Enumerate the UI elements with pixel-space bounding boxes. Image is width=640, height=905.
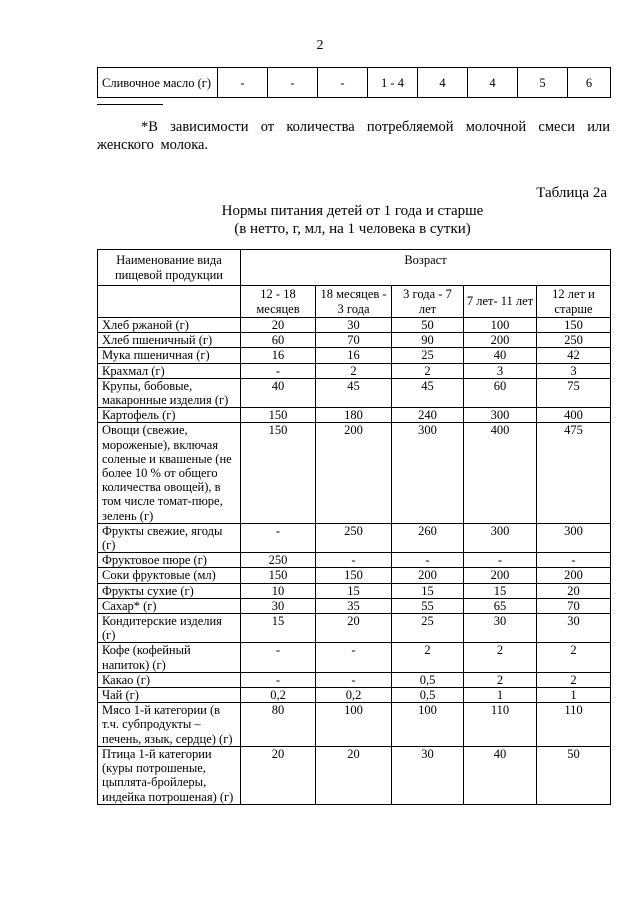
norm-value-cell: 2 xyxy=(392,363,464,378)
top-row-value: 5 xyxy=(518,68,568,98)
top-row-value: 4 xyxy=(418,68,468,98)
norm-value-cell: 300 xyxy=(464,523,537,552)
product-name-cell: Мука пшеничная (г) xyxy=(98,348,241,363)
norm-value-cell: - xyxy=(392,553,464,568)
norm-value-cell: 300 xyxy=(537,523,611,552)
age-group-header: 12 лет и старше xyxy=(537,286,611,318)
product-name-cell: Какао (г) xyxy=(98,672,241,687)
product-name-cell: Кондитерские изделия (г) xyxy=(98,614,241,643)
table-row xyxy=(98,688,611,703)
table-row xyxy=(98,333,611,348)
norm-value-cell: 20 xyxy=(316,614,392,643)
norm-value-cell: - xyxy=(316,672,392,687)
product-name-cell: Соки фруктовые (мл) xyxy=(98,568,241,583)
product-name-cell: Сахар* (г) xyxy=(98,598,241,613)
norm-value-cell: 150 xyxy=(537,318,611,333)
norm-value-cell: 180 xyxy=(316,408,392,423)
norm-value-cell: 70 xyxy=(316,333,392,348)
norm-value-cell: - xyxy=(241,363,316,378)
norm-value-cell: 35 xyxy=(316,598,392,613)
norm-value-cell: 3 xyxy=(464,363,537,378)
table-row xyxy=(98,363,611,378)
footnote: *В зависимости от количества потребляемой молочной смеси или женского молока. xyxy=(97,119,610,153)
norm-value-cell: 20 xyxy=(537,583,611,598)
table-label: Таблица 2а xyxy=(536,185,607,201)
norm-value-cell: 15 xyxy=(392,583,464,598)
norm-value-cell: 150 xyxy=(316,568,392,583)
norm-value-cell: 45 xyxy=(316,378,392,407)
norm-value-cell: 2 xyxy=(537,672,611,687)
top-row-value: 4 xyxy=(468,68,518,98)
norm-value-cell: 1 xyxy=(464,688,537,703)
table-row xyxy=(98,643,611,672)
table-row xyxy=(98,348,611,363)
table-caption-line-2: (в нетто, г, мл, на 1 человека в сутки) xyxy=(234,221,471,237)
norm-value-cell: 400 xyxy=(464,423,537,523)
norm-value-cell: 150 xyxy=(241,423,316,523)
norm-value-cell: 25 xyxy=(392,614,464,643)
norm-value-cell: 50 xyxy=(392,318,464,333)
norm-value-cell: 60 xyxy=(241,333,316,348)
norm-value-cell: 2 xyxy=(537,643,611,672)
norm-value-cell: 40 xyxy=(464,348,537,363)
table-row xyxy=(98,408,611,423)
norm-value-cell: 300 xyxy=(464,408,537,423)
norm-value-cell: 20 xyxy=(316,746,392,804)
norm-value-cell: 300 xyxy=(392,423,464,523)
norm-value-cell: 200 xyxy=(537,568,611,583)
norm-value-cell: 475 xyxy=(537,423,611,523)
norm-value-cell: 30 xyxy=(392,746,464,804)
top-row-value: - xyxy=(218,68,268,98)
norm-value-cell: - xyxy=(241,643,316,672)
norm-value-cell: 200 xyxy=(464,333,537,348)
product-name-cell: Мясо 1-й категории (в т.ч. субпродукты – печень, язык, сердце) (г) xyxy=(98,703,241,747)
norm-value-cell: 20 xyxy=(241,318,316,333)
norm-value-cell: 90 xyxy=(392,333,464,348)
table-row xyxy=(98,553,611,568)
norm-value-cell: 60 xyxy=(464,378,537,407)
footnote-divider xyxy=(97,104,163,105)
norm-value-cell: 100 xyxy=(392,703,464,747)
norm-value-cell: 100 xyxy=(464,318,537,333)
norm-value-cell: 110 xyxy=(464,703,537,747)
table-row xyxy=(98,568,611,583)
table-row xyxy=(98,583,611,598)
norm-value-cell: 65 xyxy=(464,598,537,613)
norm-value-cell: 55 xyxy=(392,598,464,613)
table-caption-line-1: Нормы питания детей от 1 года и старше xyxy=(221,203,484,219)
norm-value-cell: 15 xyxy=(464,583,537,598)
top-row-value: - xyxy=(318,68,368,98)
norm-value-cell: 150 xyxy=(241,408,316,423)
norm-value-cell: 2 xyxy=(464,672,537,687)
top-row-name: Сливочное масло (г) xyxy=(98,68,218,98)
table-row xyxy=(98,703,611,747)
product-name-cell: Фрукты свежие, ягоды (г) xyxy=(98,523,241,552)
table-row xyxy=(98,378,611,407)
norm-value-cell: 15 xyxy=(241,614,316,643)
top-row-value: 6 xyxy=(568,68,611,98)
product-name-cell: Хлеб ржаной (г) xyxy=(98,318,241,333)
product-name-cell: Хлеб пшеничный (г) xyxy=(98,333,241,348)
norm-value-cell: 200 xyxy=(464,568,537,583)
norm-value-cell: 1 xyxy=(537,688,611,703)
norm-value-cell: 150 xyxy=(241,568,316,583)
norm-value-cell: 30 xyxy=(316,318,392,333)
table-row xyxy=(98,672,611,687)
table-row xyxy=(98,523,611,552)
norm-value-cell: 3 xyxy=(537,363,611,378)
product-name-cell: Птица 1-й категории (куры потрошеные, цыплята-бройлеры, индейка потрошеная) (г) xyxy=(98,746,241,804)
norm-value-cell: 400 xyxy=(537,408,611,423)
norm-value-cell: - xyxy=(537,553,611,568)
product-name-cell: Фруктовое пюре (г) xyxy=(98,553,241,568)
top-row-value: 1 - 4 xyxy=(368,68,418,98)
norm-value-cell: 0,5 xyxy=(392,688,464,703)
norm-value-cell: - xyxy=(316,643,392,672)
blank-header-cell xyxy=(98,286,241,318)
norm-value-cell: 260 xyxy=(392,523,464,552)
table-row xyxy=(98,318,611,333)
norm-value-cell: - xyxy=(241,523,316,552)
norm-value-cell: 110 xyxy=(537,703,611,747)
norm-value-cell: 0,2 xyxy=(241,688,316,703)
product-name-cell: Крупы, бобовые, макаронные изделия (г) xyxy=(98,378,241,407)
nutrition-norms-table xyxy=(97,249,611,805)
product-name-header: Наименование вида пищевой продукции xyxy=(98,250,241,286)
norm-value-cell: 15 xyxy=(316,583,392,598)
norm-value-cell: 30 xyxy=(537,614,611,643)
age-header: Возраст xyxy=(241,250,611,286)
norm-value-cell: 42 xyxy=(537,348,611,363)
norm-value-cell: 2 xyxy=(464,643,537,672)
product-name-cell: Фрукты сухие (г) xyxy=(98,583,241,598)
norm-value-cell: 250 xyxy=(316,523,392,552)
norm-value-cell: - xyxy=(464,553,537,568)
table-row xyxy=(98,423,611,523)
norm-value-cell: 16 xyxy=(316,348,392,363)
norm-value-cell: 2 xyxy=(316,363,392,378)
norm-value-cell: 200 xyxy=(392,568,464,583)
table-row xyxy=(98,598,611,613)
product-name-cell: Кофе (кофейный напиток) (г) xyxy=(98,643,241,672)
age-group-header: 7 лет- 11 лет xyxy=(464,286,537,318)
product-name-cell: Картофель (г) xyxy=(98,408,241,423)
norm-value-cell: 100 xyxy=(316,703,392,747)
age-group-header: 18 месяцев - 3 года xyxy=(316,286,392,318)
product-name-cell: Овощи (свежие, мороженые), включая соленые и квашеные (не более 10 % от общего количества овощей), в том числе томат-пюре, зелень (г) xyxy=(98,423,241,523)
norm-value-cell: 16 xyxy=(241,348,316,363)
norm-value-cell: 30 xyxy=(241,598,316,613)
norm-value-cell: 40 xyxy=(241,378,316,407)
continued-table-row xyxy=(97,67,611,98)
norm-value-cell: 50 xyxy=(537,746,611,804)
norm-value-cell: 250 xyxy=(537,333,611,348)
product-name-cell: Крахмал (г) xyxy=(98,363,241,378)
product-name-cell: Чай (г) xyxy=(98,688,241,703)
norm-value-cell: 75 xyxy=(537,378,611,407)
norm-value-cell: 0,5 xyxy=(392,672,464,687)
norm-value-cell: 30 xyxy=(464,614,537,643)
norm-value-cell: 80 xyxy=(241,703,316,747)
norm-value-cell: 2 xyxy=(392,643,464,672)
top-row-value: - xyxy=(268,68,318,98)
norm-value-cell: 240 xyxy=(392,408,464,423)
page-number: 2 xyxy=(316,38,324,53)
norm-value-cell: 40 xyxy=(464,746,537,804)
norm-value-cell: - xyxy=(241,672,316,687)
norm-value-cell: 0,2 xyxy=(316,688,392,703)
norm-value-cell: 20 xyxy=(241,746,316,804)
norm-value-cell: 200 xyxy=(316,423,392,523)
norm-value-cell: - xyxy=(316,553,392,568)
table-row xyxy=(98,614,611,643)
norm-value-cell: 250 xyxy=(241,553,316,568)
norm-value-cell: 45 xyxy=(392,378,464,407)
norm-value-cell: 10 xyxy=(241,583,316,598)
norm-value-cell: 70 xyxy=(537,598,611,613)
table-row xyxy=(98,746,611,804)
norm-value-cell: 25 xyxy=(392,348,464,363)
age-group-header: 3 года - 7 лет xyxy=(392,286,464,318)
age-group-header: 12 - 18 месяцев xyxy=(241,286,316,318)
